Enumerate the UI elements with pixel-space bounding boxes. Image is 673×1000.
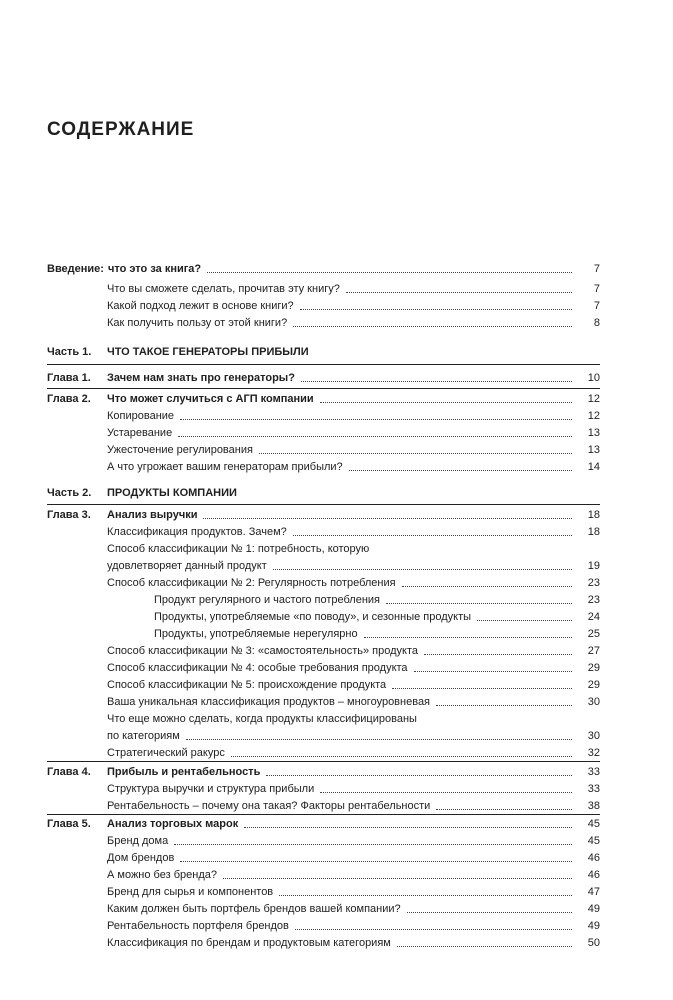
entry-title: Устаревание [107,427,173,439]
chapter-4-label: Глава 4. [47,766,91,778]
toc-entry-chapter-2[interactable] [107,388,600,406]
page-number: 18 [587,509,600,521]
page-number: 49 [587,920,600,932]
dot-leader [424,653,572,655]
page-number: 30 [587,730,600,742]
dot-leader [300,308,572,310]
toc-entry[interactable] [107,830,600,848]
dot-leader [320,791,572,793]
dot-leader [414,670,572,672]
toc-entry[interactable] [107,295,600,313]
dot-leader [301,380,572,382]
entry-title: Ваша уникальная классификация продуктов – многоуровневая [107,696,431,708]
entry-title: Стратегический ракурс [107,747,225,759]
toc-entry[interactable] [107,278,600,296]
dot-leader [320,401,572,403]
dot-leader [244,826,572,828]
entry-title: Способ классификации № 2: Регулярность потребления [107,577,396,589]
dot-leader [180,418,572,420]
entry-title: по категориям [107,730,180,742]
page-number: 12 [587,393,600,405]
toc-entry[interactable] [107,405,600,423]
page-number: 7 [593,300,600,312]
entry-title: Бренд для сырья и компонентов [107,886,274,898]
toc-entry-chapter-1[interactable] [107,367,600,385]
page-number: 14 [587,461,600,473]
entry-title: Структура выручки и структура прибыли [107,783,315,795]
page-number: 50 [587,937,600,949]
toc-entry[interactable] [107,572,600,590]
dot-leader [364,636,572,638]
entry-title: Анализ торговых марок [107,818,239,830]
page-number: 8 [593,317,600,329]
dot-leader [436,704,572,706]
dot-leader [279,894,572,896]
page-number: 25 [587,628,600,640]
part-2-label: Часть 2. [47,487,92,499]
entry-title: Что вы сможете сделать, прочитав эту книгу? [107,283,340,295]
toc-entry[interactable] [107,691,600,709]
entry-title: Что может случиться с АГП компании [107,393,314,405]
entry-title: Зачем нам знать про генераторы? [107,372,295,384]
toc-entry[interactable] [107,312,600,330]
toc-entry[interactable] [107,422,600,440]
entry-title: Способ классификации № 5: происхождение продукта [107,679,387,691]
dot-leader [259,452,572,454]
toc-entry[interactable] [107,521,600,539]
entry-title: Бренд дома [107,835,169,847]
page-number: 29 [587,679,600,691]
entry-title: Продукт регулярного и частого потребления [154,594,381,606]
toc-entry[interactable] [107,657,600,675]
entry-title: Рентабельность портфеля брендов [107,920,289,932]
part-1-label: Часть 1. [47,346,92,358]
toc-entry-chapter-3[interactable] [107,504,600,522]
entry-title: Копирование [107,410,175,422]
intro-title: что это за книга? [107,263,202,275]
dot-leader [402,585,572,587]
dot-leader [436,808,572,810]
part-1-title[interactable]: ЧТО ТАКОЕ ГЕНЕРАТОРЫ ПРИБЫЛИ [107,346,309,358]
chapter-3-label: Глава 3. [47,509,91,521]
entry-title: Способ классификации № 4: особые требования продукта [107,662,408,674]
dot-leader [386,602,572,604]
page-number: 29 [587,662,600,674]
divider [47,364,600,365]
entry-title: Рентабельность – почему она такая? Факторы рентабельности [107,800,431,812]
toc-entry[interactable] [107,674,600,692]
toc-subentry[interactable] [154,589,600,607]
toc-entry-intro[interactable] [47,258,600,276]
dot-leader [174,843,572,845]
toc-entry[interactable] [107,898,600,916]
page-number: 33 [587,783,600,795]
entry-title: Продукты, употребляемые нерегулярно [154,628,358,640]
dot-leader [207,271,572,273]
page-number: 33 [587,766,600,778]
intro-label: Введение: [47,263,104,275]
page-number: 49 [587,903,600,915]
entry-title-line-1[interactable]: Что еще можно сделать, когда продукты классифицированы [107,713,417,725]
page-number: 46 [587,852,600,864]
entry-title: Как получить пользу от этой книги? [107,317,288,329]
dot-leader [293,325,572,327]
dot-leader [223,877,572,879]
entry-title: Прибыль и рентабельность [107,766,261,778]
page-number: 10 [587,372,600,384]
toc-entry[interactable] [107,864,600,882]
page-number: 45 [587,818,600,830]
toc-entry[interactable] [107,932,600,950]
toc-entry[interactable] [107,795,600,813]
toc-entry[interactable] [107,847,600,865]
page-number: 13 [587,427,600,439]
dot-leader [266,774,572,776]
toc-entry-chapter-5[interactable] [107,813,600,831]
part-2-title[interactable]: ПРОДУКТЫ КОМПАНИИ [107,487,237,499]
toc-entry[interactable] [107,640,600,658]
toc-entry[interactable] [107,881,600,899]
entry-title: удовлетворяет данный продукт [107,560,267,572]
entry-title: Анализ выручки [107,509,198,521]
page-number: 30 [587,696,600,708]
page-number: 46 [587,869,600,881]
entry-title: Продукты, употребляемые «по поводу», и сезонные продукты [154,611,472,623]
page-number: 13 [587,444,600,456]
dot-leader [477,619,572,621]
page-number: 12 [587,410,600,422]
chapter-1-label: Глава 1. [47,372,91,384]
dot-leader [186,738,572,740]
page-number: 18 [587,526,600,538]
toc-entry[interactable] [107,456,600,474]
toc-entry[interactable] [107,439,600,457]
dot-leader [293,534,572,536]
toc-entry[interactable] [107,742,600,760]
chapter-5-label: Глава 5. [47,818,91,830]
entry-title-line-1[interactable]: Способ классификации № 1: потребность, которую [107,543,370,555]
dot-leader [180,860,572,862]
dot-leader [178,435,572,437]
toc-entry[interactable] [107,778,600,796]
page-number: 38 [587,800,600,812]
dot-leader [231,755,572,757]
toc-entry[interactable] [107,915,600,933]
dot-leader [273,568,572,570]
entry-title: Какой подход лежит в основе книги? [107,300,294,312]
toc-entry[interactable] [107,725,600,743]
dot-leader [349,469,572,471]
entry-title: Дом брендов [107,852,175,864]
entry-title: Классификация по брендам и продуктовым категориям [107,937,391,949]
chapter-2-label: Глава 2. [47,393,91,405]
toc-subentry[interactable] [154,623,600,641]
dot-leader [397,945,572,947]
page-number: 19 [587,560,600,572]
dot-leader [392,687,572,689]
page-title: СОДЕРЖАНИЕ [47,119,195,140]
toc-subentry[interactable] [154,606,600,624]
dot-leader [346,291,572,293]
page-number: 7 [593,283,600,295]
page-number: 23 [587,594,600,606]
page-number: 45 [587,835,600,847]
page-number: 32 [587,747,600,759]
toc-entry-chapter-4[interactable] [107,761,600,779]
entry-title: А что угрожает вашим генераторам прибыли? [107,461,343,473]
entry-title: Классификация продуктов. Зачем? [107,526,287,538]
dot-leader [407,911,572,913]
entry-title: Способ классификации № 3: «самостоятельность» продукта [107,645,419,657]
toc-entry[interactable] [107,555,600,573]
dot-leader [295,928,572,930]
page-number: 47 [587,886,600,898]
page-number: 7 [593,263,600,275]
entry-title: Каким должен быть портфель брендов вашей компании? [107,903,401,915]
entry-title: А можно без бренда? [107,869,217,881]
dot-leader [203,517,572,519]
page-number: 23 [587,577,600,589]
page-number: 27 [587,645,600,657]
entry-title: Ужесточение регулирования [107,444,253,456]
page-number: 24 [587,611,600,623]
